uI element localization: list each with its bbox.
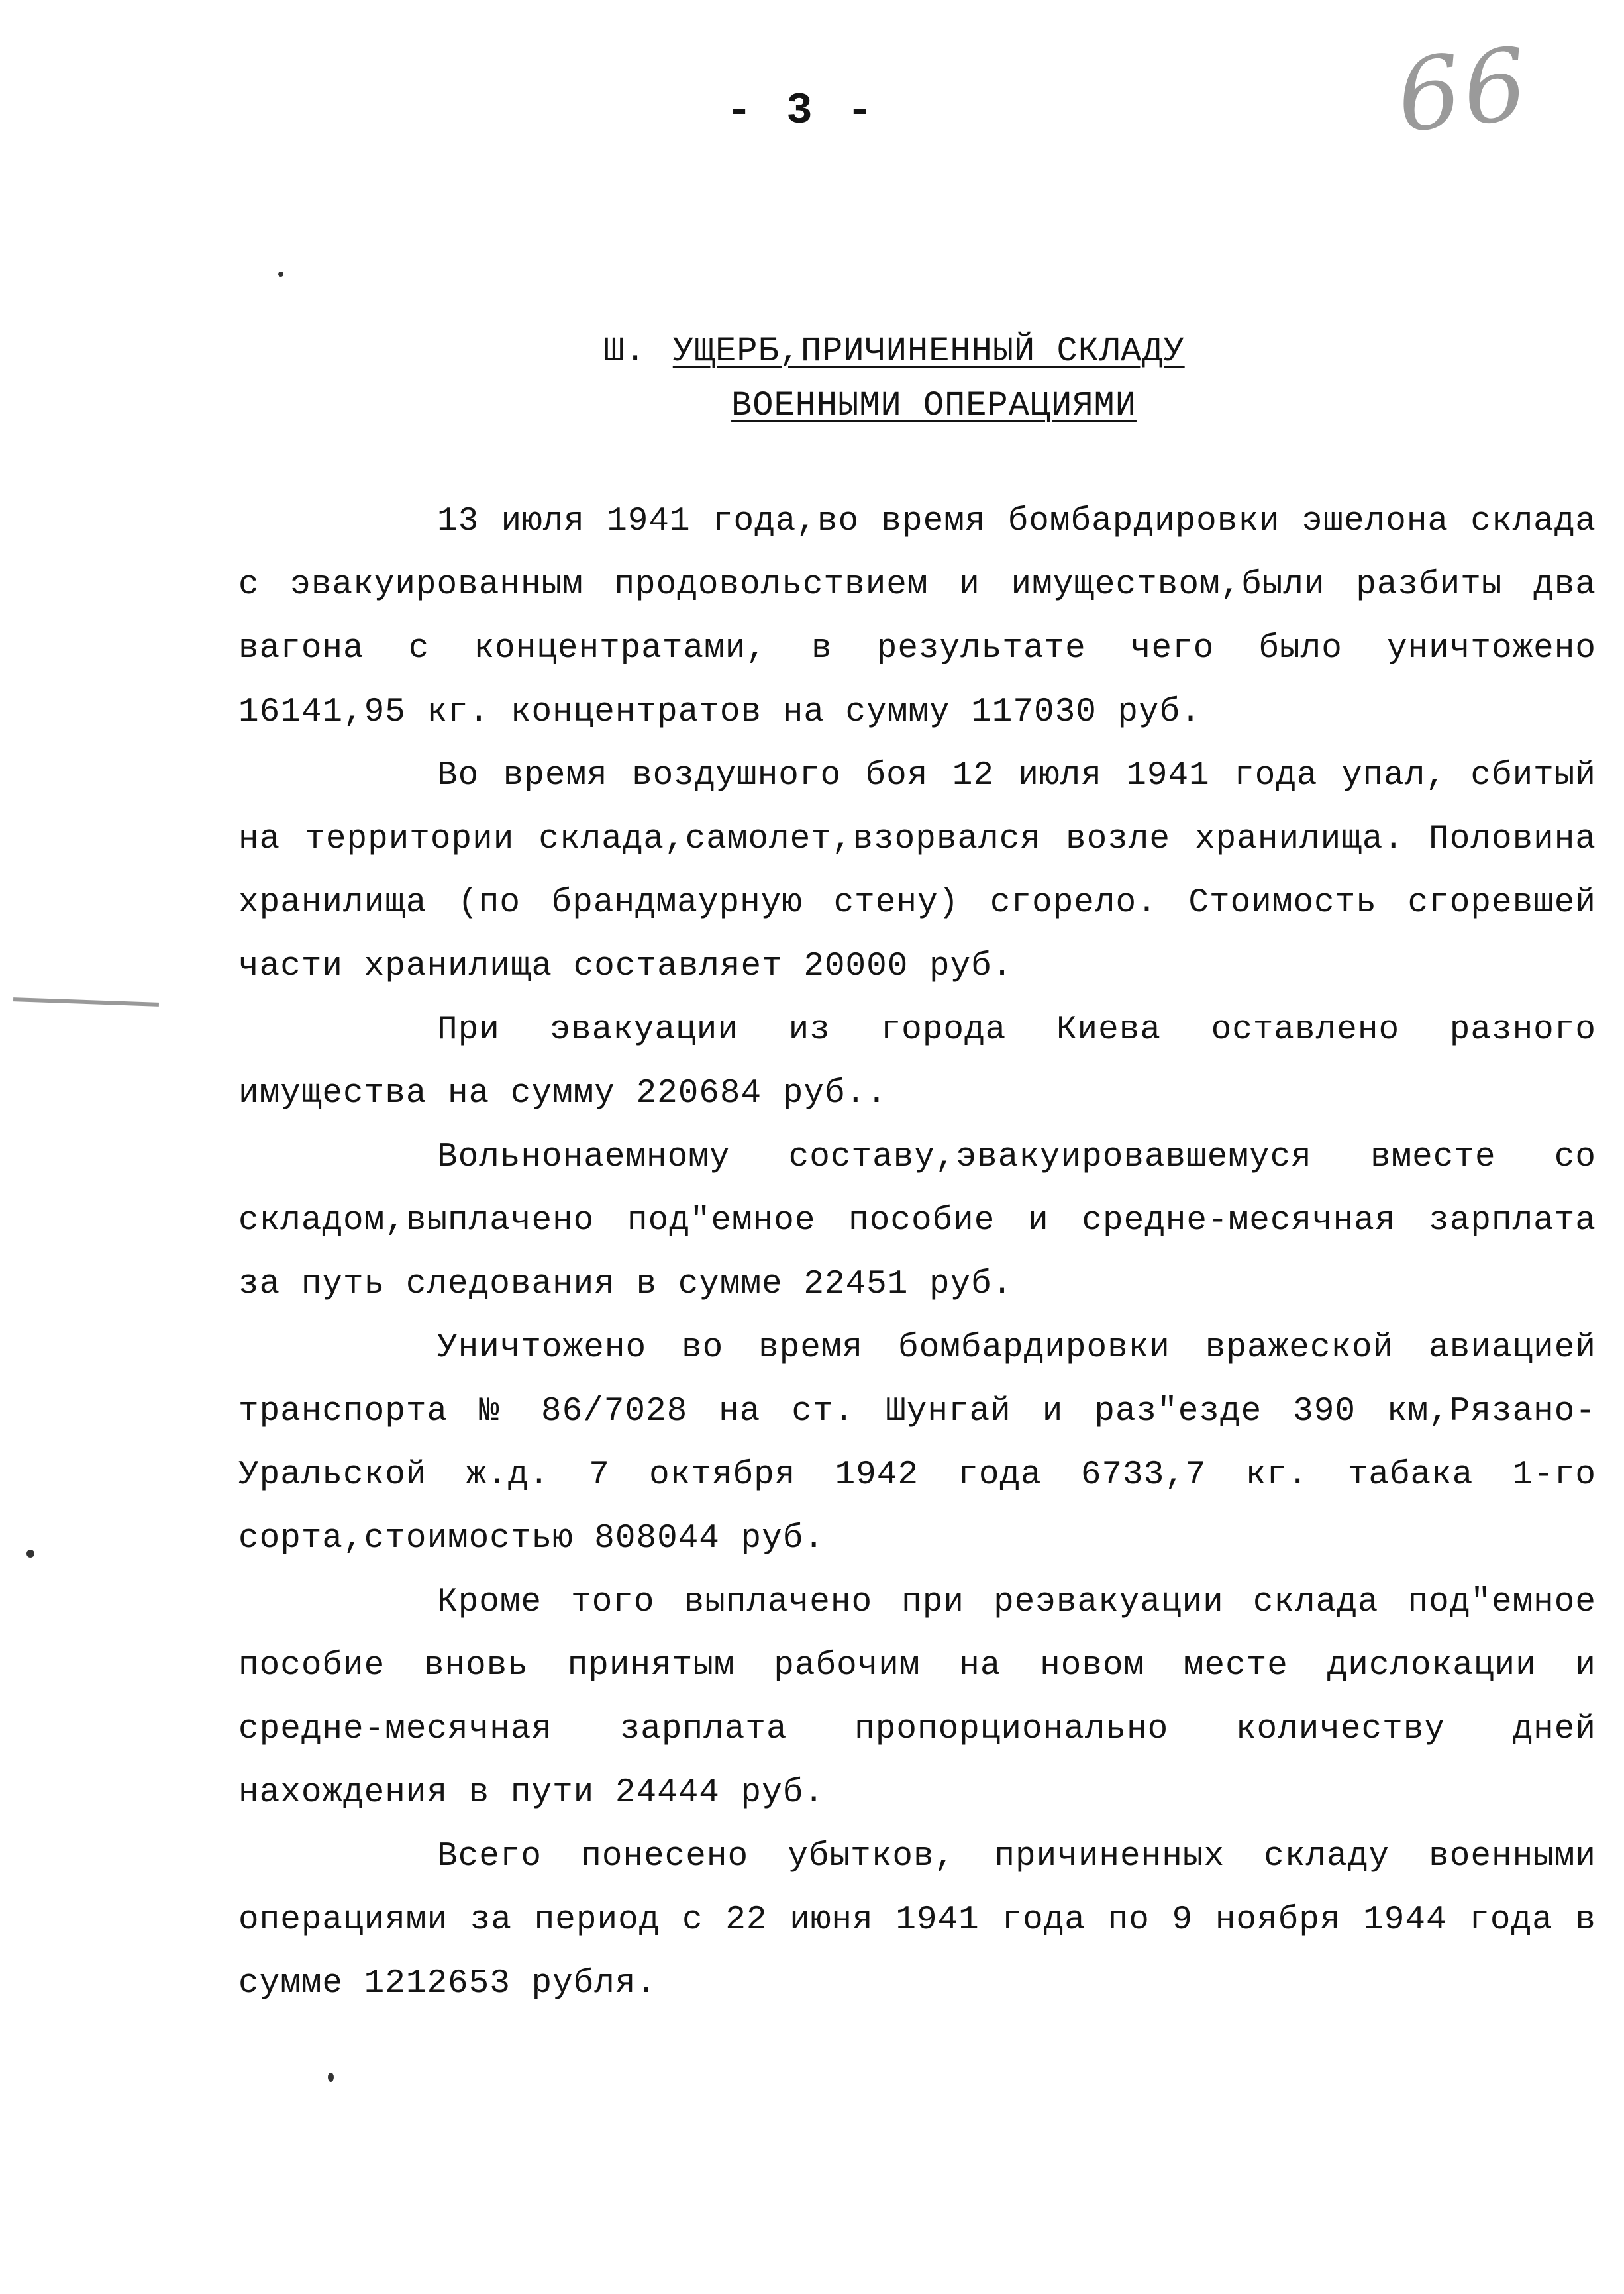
paragraph: Вольнонаемному составу,эвакуировавшемуся вместе со складом,выплачено под"емное пособие и средне-месячная зарплата за путь следования в сумме 22451 руб. — [238, 1138, 1596, 1303]
paragraph: При эвакуации из города Киева оставлено разного имущества на сумму 220684 руб.. — [238, 1011, 1596, 1113]
page-number: - 3 - — [725, 86, 878, 136]
section-heading — [464, 324, 1325, 433]
section-title-line-2: ВОЕННЫМИ ОПЕРАЦИЯМИ — [731, 386, 1137, 425]
paragraph: Кроме того выплачено при реэвакуации склада под"емное пособие вновь принятым рабочим на новом месте дислокации и средне-месячная зарплата пропорционально количеству дней нахождения в пути 24444 руб. — [238, 1583, 1596, 1812]
section-numeral: Ш. — [603, 332, 646, 371]
scan-speck — [328, 2073, 334, 2082]
paragraph: 13 июля 1941 года,во время бомбардировки эшелона склада с эвакуированным продовольствием и имуществом,были разбиты два вагона с концентратами, в результате чего было уничтожено 16141,95 кг. концентратов на сумму 117030 руб. — [238, 503, 1596, 731]
paragraph: Всего понесено убытков, причиненных складу военными операциями за период с 22 июня 1941 года по 9 ноября 1944 года в сумме 1212653 рубля. — [238, 1838, 1596, 2003]
scan-speck — [278, 272, 283, 277]
paragraph: Во время воздушного боя 12 июля 1941 года упал, сбитый на территории склада,самолет,взорвался возле хранилища. Половина хранилища (по брандмаурную стену) сгорело. Стоимость сгоревшей части хранилища составляет 20000 руб. — [238, 757, 1596, 985]
section-title-line-1: УЩЕРБ,ПРИЧИНЕННЫЙ СКЛАДУ — [672, 332, 1185, 371]
scan-edge-mark — [13, 997, 159, 1007]
paragraph: Уничтожено во время бомбардировки вражеской авиацией транспорта № 86/7028 на ст. Шунгай и раз"езде 390 км,Рязано-Уральской ж.д. 7 октября 1942 года 6733,7 кг. табака 1-го сорта,стоимостью 808044 руб. — [238, 1329, 1596, 1558]
document-body — [238, 490, 1596, 2016]
archive-folio-number: 66 — [1392, 26, 1535, 155]
scan-speck — [26, 1550, 34, 1558]
